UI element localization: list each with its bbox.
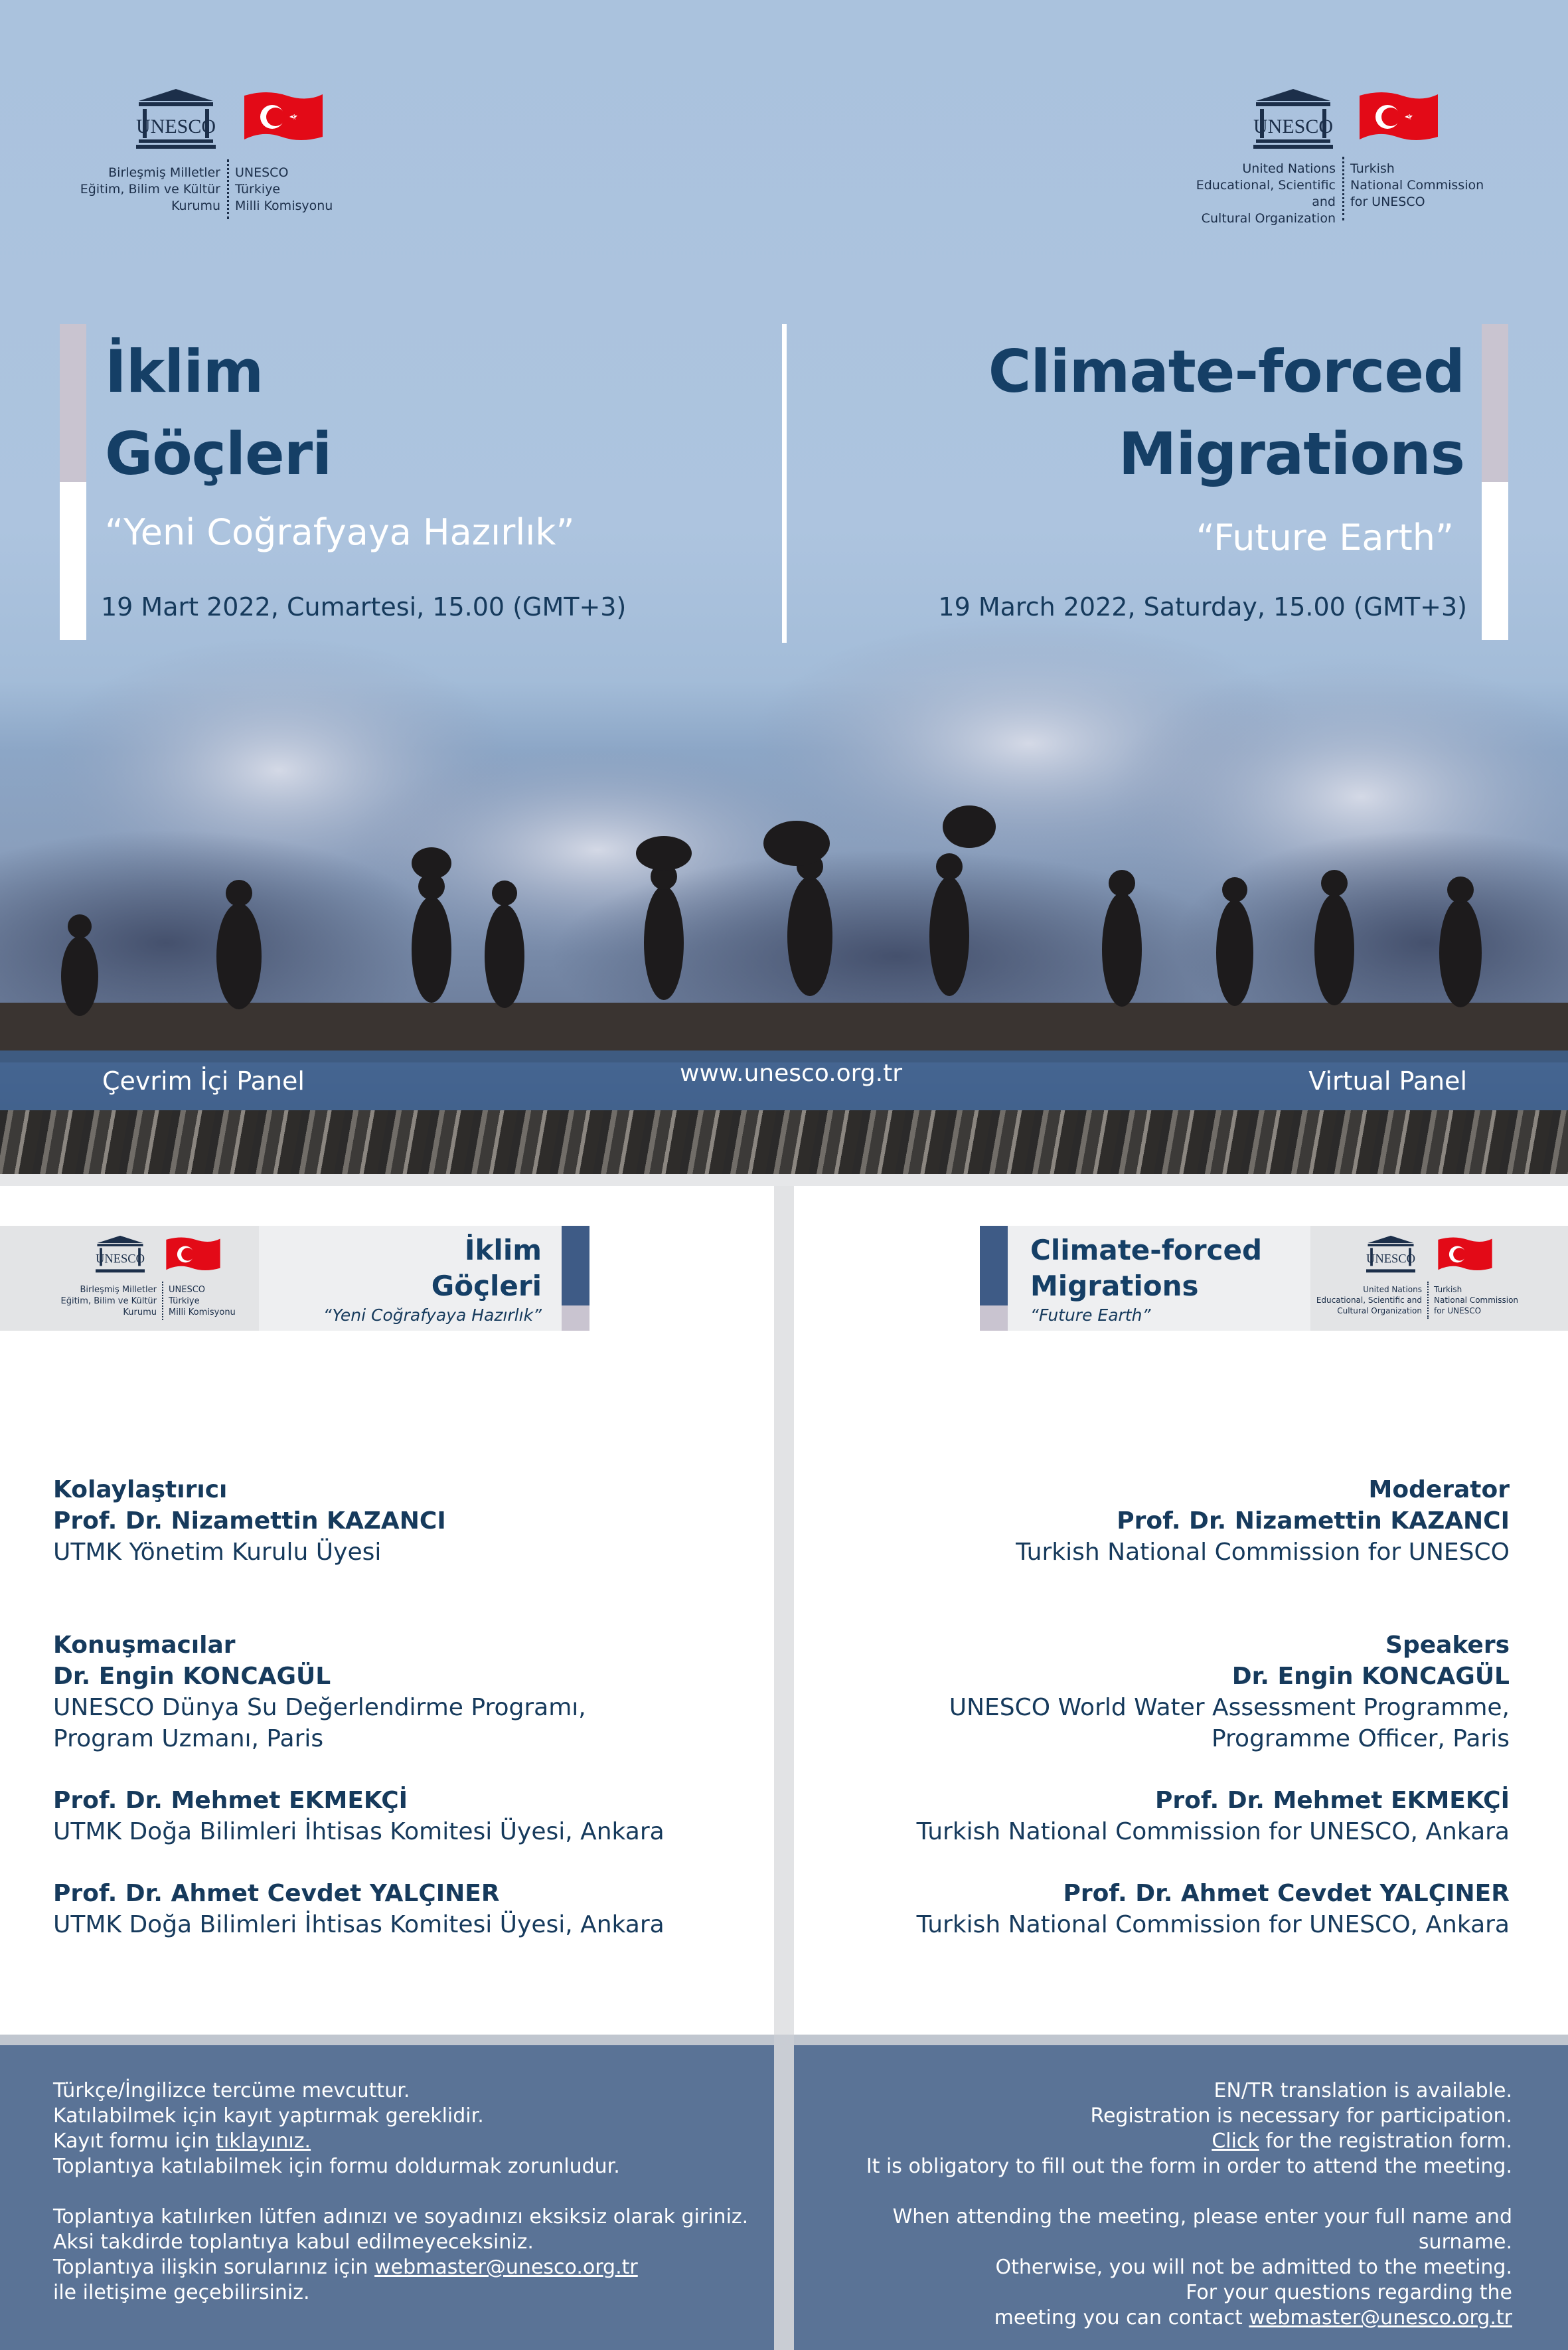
speaker-role: Turkish National Commission for UNESCO, Ankara [916, 1911, 1510, 1938]
speaker-name: Prof. Dr. Ahmet Cevdet YALÇINER [53, 1880, 500, 1907]
logo-divider [227, 159, 229, 219]
header-accent-bar [980, 1305, 1008, 1331]
hero-banner [0, 0, 1568, 1174]
logo-text-line: Birleşmiş Milletler [108, 165, 220, 180]
info-line: Click for the registration form. [1212, 2130, 1512, 2153]
tr-subtitle: “Yeni Coğrafyaya Hazırlık” [105, 511, 575, 553]
speaker-role: Turkish National Commission for UNESCO, Ankara [916, 1818, 1510, 1845]
logo-divider [1342, 157, 1344, 220]
logo-divider [162, 1282, 163, 1320]
info-line: When attending the meeting, please enter your full name and surname. [892, 2205, 1512, 2254]
speaker-role: Program Uzmanı, Paris [53, 1725, 324, 1752]
facilitator-name: Prof. Dr. Nizamettin KAZANCI [53, 1507, 446, 1535]
email-link[interactable]: webmaster@unesco.org.tr [374, 2256, 638, 2279]
speaker-name: Prof. Dr. Ahmet Cevdet YALÇINER [1063, 1880, 1510, 1907]
bar-label-en: Virtual Panel [1308, 1066, 1467, 1096]
logo-text-line: Turkish [1434, 1285, 1462, 1294]
en-title: Climate-forced Migrations [988, 337, 1464, 488]
unesco-temple-icon [136, 86, 216, 150]
logo-text-line: United Nations [1363, 1285, 1422, 1294]
header-logo-box [0, 1226, 259, 1331]
moderator-name: Prof. Dr. Nizamettin KAZANCI [1117, 1507, 1510, 1535]
logo-text-line: UNESCO [235, 165, 289, 180]
speaker-name: Prof. Dr. Mehmet EKMEKÇİ [53, 1787, 408, 1814]
logo-text-line: Birleşmiş Milletler [80, 1285, 157, 1295]
info-line: Toplantıya ilişkin sorularınız için webmaster@unesco.org.tr [53, 2256, 638, 2279]
header-accent-bar [562, 1226, 589, 1305]
speaker-role: Programme Officer, Paris [1211, 1725, 1510, 1752]
logo-text-line: Cultural Organization [1337, 1306, 1422, 1315]
logo-text-line: Educational, Scientific and [1196, 178, 1336, 209]
program-panel-tr [0, 1186, 774, 2035]
info-line: meeting you can contact webmaster@unesco.org.tr [994, 2306, 1512, 2329]
info-line: Toplantıya katılabilmek için formu doldurmak zorunludur. [53, 2155, 620, 2178]
migrants-silhouette-image [0, 598, 1568, 1062]
logo-text-line: Milli Komisyonu [169, 1307, 236, 1317]
svg-text:UNESCO: UNESCO [136, 116, 216, 137]
page-gutter [774, 1186, 794, 2035]
bar-label-tr: Çevrim İçi Panel [102, 1066, 305, 1096]
email-link[interactable]: webmaster@unesco.org.tr [1249, 2306, 1512, 2329]
info-panel-top-strip [0, 2035, 774, 2045]
turkish-flag-icon [1435, 1235, 1495, 1276]
info-line: Registration is necessary for participation. [1090, 2104, 1512, 2128]
speaker-role: UTMK Doğa Bilimleri İhtisas Komitesi Üyesi, Ankara [53, 1911, 665, 1938]
title-accent-bar [1482, 482, 1508, 640]
moderator-heading: Moderator [1368, 1476, 1510, 1503]
header-subtitle-en: “Future Earth” [1030, 1305, 1151, 1325]
header-logo-box [1310, 1226, 1568, 1331]
turkish-flag-icon [1356, 89, 1442, 149]
header-title-en: Climate-forced Migrations [1030, 1234, 1263, 1302]
logo-divider [1427, 1282, 1429, 1319]
header-title-tr: İklim Göçleri [431, 1234, 542, 1302]
title-accent-bar [60, 482, 86, 640]
logo-text-line: Turkish [1350, 161, 1395, 176]
logo-text-line: for UNESCO [1434, 1306, 1482, 1315]
program-list-en [917, 1474, 1510, 1940]
info-line: Otherwise, you will not be admitted to the meeting. [995, 2256, 1512, 2279]
logo-text-line: Cultural Organization [1201, 211, 1336, 226]
turkish-flag-icon [240, 89, 327, 149]
logo-text-line: Milli Komisyonu [235, 199, 333, 213]
header-accent-bar [980, 1226, 1008, 1305]
header-accent-bar [562, 1305, 589, 1331]
info-line: EN/TR translation is available. [1214, 2079, 1512, 2102]
speakers-heading: Speakers [1385, 1632, 1510, 1659]
tr-date: 19 Mart 2022, Cumartesi, 15.00 (GMT+3) [101, 592, 627, 622]
turkish-flag-icon [163, 1235, 223, 1276]
info-line: It is obligatory to fill out the form in order to attend the meeting. [866, 2155, 1512, 2178]
title-accent-bar [1482, 324, 1508, 482]
logo-text-line: United Nations [1242, 161, 1336, 176]
speaker-role: UTMK Doğa Bilimleri İhtisas Komitesi Üyesi, Ankara [53, 1818, 665, 1845]
logo-text-line: Educational, Scientific and [1316, 1296, 1422, 1305]
speaker-name: Prof. Dr. Mehmet EKMEKÇİ [1154, 1787, 1510, 1814]
en-subtitle: “Future Earth” [1196, 517, 1454, 558]
website-link[interactable]: www.unesco.org.tr [680, 1060, 903, 1087]
program-panel-en [794, 1186, 1568, 2035]
unesco-logo-tr [80, 86, 358, 232]
unesco-logo-en [1175, 86, 1494, 232]
logo-text-line: for UNESCO [1350, 195, 1425, 209]
info-line: ile iletişime geçebilirsiniz. [53, 2281, 310, 2304]
info-panel-tr [0, 2035, 774, 2350]
logo-text-line: Eğitim, Bilim ve Kültür [80, 182, 220, 197]
logo-text-line: UNESCO [169, 1285, 206, 1295]
facilitator-heading: Kolaylaştırıcı [53, 1476, 228, 1503]
speaker-role: UNESCO World Water Assessment Programme, [949, 1694, 1510, 1721]
info-line: Katılabilmek için kayıt yaptırmak gereklidir. [53, 2104, 484, 2128]
speakers-heading: Konuşmacılar [53, 1632, 236, 1659]
svg-text:UNESCO: UNESCO [1366, 1252, 1415, 1266]
svg-text:UNESCO: UNESCO [96, 1252, 145, 1266]
info-line: Türkçe/İngilizce tercüme mevcuttur. [53, 2079, 410, 2102]
info-line: Aksi takdirde toplantıya kabul edilmeyeceksiniz. [53, 2230, 534, 2254]
logo-text-line: National Commission [1434, 1296, 1519, 1305]
registration-link[interactable]: Click [1212, 2130, 1259, 2153]
info-line: Toplantıya katılırken lütfen adınızı ve soyadınızı eksiksiz olarak giriniz. [53, 2205, 749, 2228]
logo-text-line: Kurumu [171, 199, 220, 213]
moderator-role: Turkish National Commission for UNESCO [1016, 1539, 1510, 1566]
speaker-role: UNESCO Dünya Su Değerlendirme Programı, [53, 1694, 586, 1721]
header-subtitle-tr: “Yeni Coğrafyaya Hazırlık” [323, 1305, 542, 1325]
info-panel-top-strip [794, 2035, 1568, 2045]
logo-text-line: Türkiye [169, 1296, 200, 1306]
logo-text-line: Türkiye [235, 182, 281, 197]
speaker-name: Dr. Engin KONCAGÜL [53, 1663, 331, 1690]
svg-text:UNESCO: UNESCO [1253, 116, 1333, 137]
info-line: Kayıt formu için tıklayınız. [53, 2130, 311, 2153]
speaker-name: Dr. Engin KONCAGÜL [1231, 1663, 1510, 1690]
logo-text-line: National Commission [1350, 178, 1484, 193]
virtual-panel-bar [0, 1050, 1568, 1110]
cracked-earth-strip [0, 1110, 1568, 1174]
tr-title: İklim Göçleri [105, 337, 332, 488]
unesco-temple-icon [1253, 86, 1333, 150]
logo-text-line: Eğitim, Bilim ve Kültür [60, 1296, 157, 1306]
hero-center-divider [782, 324, 787, 643]
registration-link[interactable]: tıklayınız. [216, 2130, 311, 2153]
logo-text-line: Kurumu [123, 1307, 157, 1317]
facilitator-role: UTMK Yönetim Kurulu Üyesi [53, 1539, 382, 1566]
en-date: 19 March 2022, Saturday, 15.00 (GMT+3) [938, 592, 1467, 622]
info-panel-en [794, 2035, 1568, 2350]
program-list-tr [53, 1474, 665, 1940]
title-accent-bar [60, 324, 86, 482]
unesco-temple-icon [1366, 1234, 1415, 1274]
unesco-temple-icon [96, 1234, 145, 1274]
info-line: For your questions regarding the [1186, 2281, 1512, 2304]
page-gutter [774, 2035, 794, 2350]
